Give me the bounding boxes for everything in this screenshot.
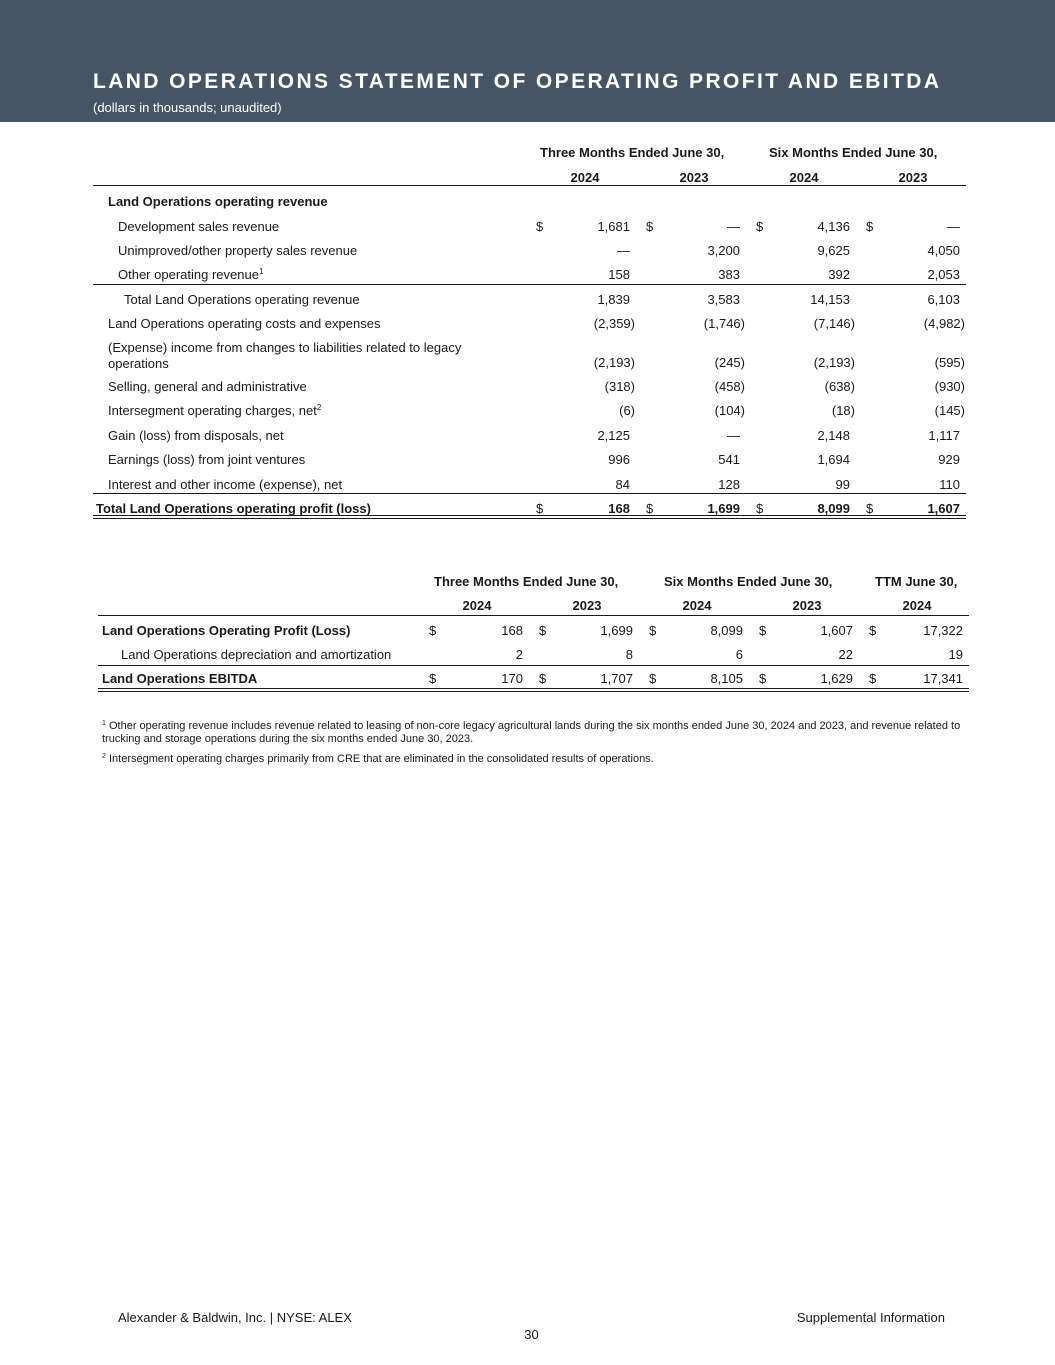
currency-symbol: $ bbox=[759, 623, 767, 638]
value-cell: — bbox=[617, 243, 630, 258]
value-cell: 2,125 bbox=[597, 428, 630, 443]
row-label: Land Operations EBITDA bbox=[102, 671, 258, 686]
value-cell: 168 bbox=[608, 501, 630, 516]
footnote-1 bbox=[102, 720, 964, 746]
row-label bbox=[118, 219, 279, 235]
value-cell: 1,699 bbox=[600, 623, 633, 638]
currency-symbol: $ bbox=[536, 501, 544, 516]
row-label bbox=[108, 477, 342, 493]
value-cell: (18) bbox=[831, 403, 855, 418]
currency-symbol: $ bbox=[539, 671, 547, 686]
row-label-text: Earnings (loss) from joint ventures bbox=[108, 452, 306, 467]
row-label: Land Operations depreciation and amortization bbox=[121, 647, 392, 662]
footnote-ref: 2 bbox=[316, 403, 322, 412]
value-cell: (4,982) bbox=[923, 316, 965, 331]
column-year-header: 2024 bbox=[789, 170, 819, 185]
column-group-header: TTM June 30, bbox=[875, 574, 958, 589]
row-label-text: Gain (loss) from disposals, net bbox=[108, 428, 284, 443]
currency-symbol: $ bbox=[646, 219, 654, 234]
value-cell: 8 bbox=[625, 647, 633, 662]
row-label-text: Interest and other income (expense), net bbox=[108, 477, 343, 492]
footer-right: Supplemental Information bbox=[796, 1310, 945, 1325]
value-cell: (7,146) bbox=[813, 316, 855, 331]
column-year-header: 2023 bbox=[572, 598, 602, 613]
row-label bbox=[124, 292, 360, 308]
footnote-mark: 2 bbox=[102, 753, 106, 760]
value-cell: (2,359) bbox=[593, 316, 635, 331]
footnote-text: Other operating revenue includes revenue related to leasing of non-core legacy agricultural lands during the six months ended June 30, 2024 and 2023, and revenue related to trucking and storage operations during the six months ended June 30, 2023. bbox=[102, 720, 961, 745]
column-year-header: 2024 bbox=[682, 598, 712, 613]
value-cell: — bbox=[947, 219, 960, 234]
header-rule bbox=[98, 615, 969, 616]
value-cell: 110 bbox=[939, 477, 960, 492]
value-cell: 8,105 bbox=[710, 671, 743, 686]
value-cell: 996 bbox=[608, 452, 630, 467]
value-cell: 22 bbox=[838, 647, 853, 662]
value-cell: 541 bbox=[718, 452, 740, 467]
value-cell: 170 bbox=[501, 671, 523, 686]
footnote-ref: 1 bbox=[258, 267, 264, 276]
value-cell: (245) bbox=[714, 355, 745, 370]
value-cell: 1,707 bbox=[600, 671, 633, 686]
row-label bbox=[108, 379, 307, 395]
page-number: 30 bbox=[524, 1327, 539, 1342]
row-label bbox=[118, 267, 263, 283]
currency-symbol: $ bbox=[429, 671, 437, 686]
value-cell: (318) bbox=[604, 379, 635, 394]
column-year-header: 2023 bbox=[898, 170, 928, 185]
value-cell: 383 bbox=[718, 267, 740, 282]
currency-symbol: $ bbox=[756, 501, 764, 516]
value-cell: 1,699 bbox=[707, 501, 740, 516]
column-year-header: 2024 bbox=[462, 598, 492, 613]
currency-symbol: $ bbox=[759, 671, 767, 686]
currency-symbol: $ bbox=[866, 501, 874, 516]
value-cell: (104) bbox=[714, 403, 745, 418]
value-cell: 1,607 bbox=[820, 623, 853, 638]
row-label-text: Intersegment operating charges, net bbox=[108, 403, 317, 418]
row-label-text: Total Land Operations operating profit (loss) bbox=[96, 501, 371, 516]
column-year-header: 2023 bbox=[792, 598, 822, 613]
row-label-text: Other operating revenue bbox=[118, 267, 259, 282]
value-cell: 3,583 bbox=[707, 292, 740, 307]
currency-symbol: $ bbox=[649, 671, 657, 686]
row-label bbox=[108, 316, 380, 332]
page-title: LAND OPERATIONS STATEMENT OF OPERATING PROFIT AND EBITDA bbox=[93, 70, 942, 93]
row-label-text: operations bbox=[108, 356, 169, 371]
currency-symbol: $ bbox=[429, 623, 437, 638]
value-cell: 17,341 bbox=[923, 671, 963, 686]
footer-left: Alexander & Baldwin, Inc. | NYSE: ALEX bbox=[118, 1310, 352, 1325]
column-group-header: Six Months Ended June 30, bbox=[664, 574, 833, 589]
value-cell: 1,839 bbox=[597, 292, 630, 307]
row-label bbox=[108, 452, 305, 468]
value-cell: — bbox=[727, 219, 740, 234]
subtotal-rule bbox=[93, 284, 966, 285]
row-label-text: Total Land Operations operating revenue bbox=[124, 292, 360, 307]
footnote-mark: 1 bbox=[102, 720, 106, 727]
value-cell: 2 bbox=[515, 647, 523, 662]
header-rule bbox=[93, 185, 966, 186]
value-cell: 9,625 bbox=[817, 243, 850, 258]
page-subtitle: (dollars in thousands; unaudited) bbox=[93, 100, 282, 115]
value-cell: 929 bbox=[938, 452, 960, 467]
value-cell: (458) bbox=[714, 379, 745, 394]
column-year-header: 2024 bbox=[902, 598, 932, 613]
value-cell: (1,746) bbox=[703, 316, 745, 331]
value-cell: 4,050 bbox=[927, 243, 960, 258]
value-cell: (2,193) bbox=[813, 355, 855, 370]
value-cell: — bbox=[727, 428, 740, 443]
row-label: Land Operations Operating Profit (Loss) bbox=[102, 623, 351, 638]
page-header bbox=[0, 0, 1055, 122]
currency-symbol: $ bbox=[756, 219, 764, 234]
column-group-header: Six Months Ended June 30, bbox=[769, 145, 938, 160]
row-label-text: Development sales revenue bbox=[118, 219, 280, 234]
value-cell: 392 bbox=[828, 267, 850, 282]
value-cell: (638) bbox=[824, 379, 855, 394]
total-double-rule bbox=[93, 515, 966, 519]
value-cell: (2,193) bbox=[593, 355, 635, 370]
value-cell: 1,629 bbox=[820, 671, 853, 686]
column-year-header: 2024 bbox=[570, 170, 600, 185]
total-top-rule bbox=[93, 493, 966, 494]
row-label-text: Unimproved/other property sales revenue bbox=[118, 243, 358, 258]
value-cell: 168 bbox=[501, 623, 523, 638]
currency-symbol: $ bbox=[866, 219, 874, 234]
row-label bbox=[118, 243, 357, 259]
currency-symbol: $ bbox=[539, 623, 547, 638]
value-cell: 2,053 bbox=[927, 267, 960, 282]
value-cell: (6) bbox=[619, 403, 635, 418]
section-label: Land Operations operating revenue bbox=[108, 194, 328, 209]
total-top-rule bbox=[98, 665, 969, 666]
value-cell: 17,322 bbox=[923, 623, 963, 638]
value-cell: (145) bbox=[934, 403, 965, 418]
value-cell: 19 bbox=[948, 647, 963, 662]
value-cell: 84 bbox=[615, 477, 630, 492]
value-cell: 3,200 bbox=[707, 243, 740, 258]
value-cell: 158 bbox=[608, 267, 630, 282]
column-group-header: Three Months Ended June 30, bbox=[434, 574, 619, 589]
footnote-text: Intersegment operating charges primarily from CRE that are eliminated in the consolidated results of operations. bbox=[108, 753, 654, 765]
row-label-text: Land Operations operating costs and expenses bbox=[108, 316, 381, 331]
total-double-rule bbox=[98, 688, 969, 692]
currency-symbol: $ bbox=[869, 623, 877, 638]
value-cell: (930) bbox=[934, 379, 965, 394]
currency-symbol: $ bbox=[869, 671, 877, 686]
column-group-header: Three Months Ended June 30, bbox=[540, 145, 725, 160]
row-label-text: Selling, general and administrative bbox=[108, 379, 307, 394]
value-cell: 1,681 bbox=[597, 219, 630, 234]
value-cell: (595) bbox=[934, 355, 965, 370]
value-cell: 6,103 bbox=[927, 292, 960, 307]
value-cell: 14,153 bbox=[810, 292, 850, 307]
row-label-text: (Expense) income from changes to liabilities related to legacy bbox=[108, 340, 462, 355]
value-cell: 1,607 bbox=[927, 501, 960, 516]
currency-symbol: $ bbox=[646, 501, 654, 516]
footnote-2 bbox=[102, 753, 964, 766]
value-cell: 2,148 bbox=[817, 428, 850, 443]
value-cell: 99 bbox=[835, 477, 850, 492]
value-cell: 1,117 bbox=[928, 428, 960, 443]
value-cell: 8,099 bbox=[817, 501, 850, 516]
currency-symbol: $ bbox=[649, 623, 657, 638]
value-cell: 128 bbox=[718, 477, 740, 492]
row-label bbox=[108, 403, 321, 419]
row-label bbox=[108, 428, 284, 444]
value-cell: 6 bbox=[735, 647, 743, 662]
value-cell: 4,136 bbox=[817, 219, 850, 234]
column-year-header: 2023 bbox=[679, 170, 709, 185]
value-cell: 1,694 bbox=[817, 452, 850, 467]
currency-symbol: $ bbox=[536, 219, 544, 234]
row-label bbox=[108, 340, 461, 372]
value-cell: 8,099 bbox=[710, 623, 743, 638]
